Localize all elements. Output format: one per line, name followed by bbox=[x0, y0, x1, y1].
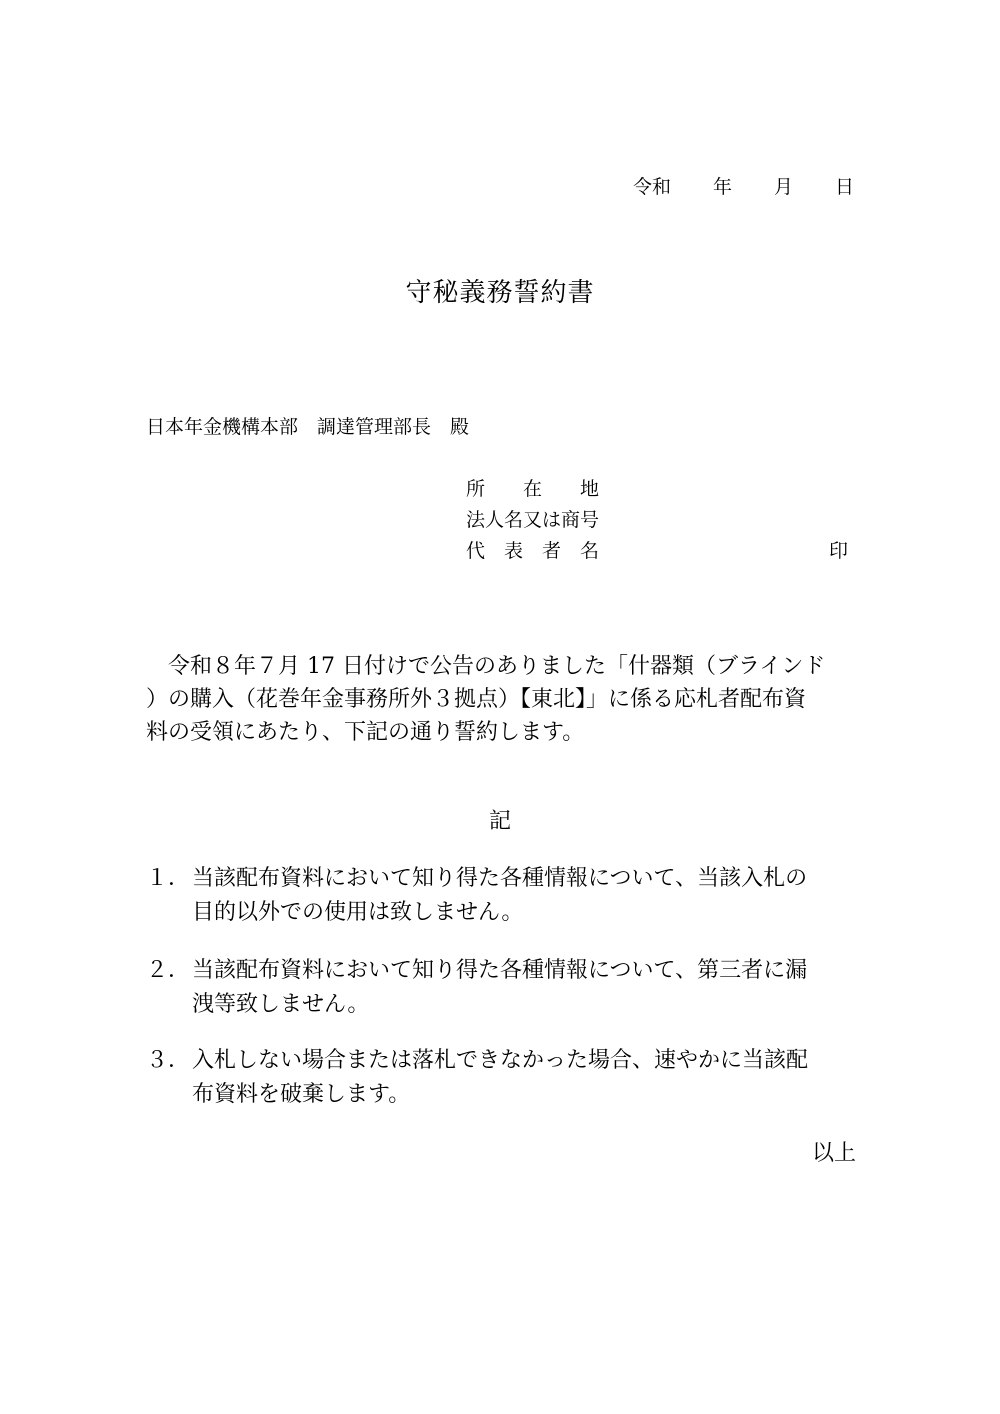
date-era: 令和 bbox=[632, 176, 671, 198]
sender-company-label: 法人名又は商号 bbox=[466, 509, 600, 531]
item-line-1: 入札しない場合または落札できなかった場合、速やかに当該配 bbox=[192, 1048, 809, 1073]
date-month: 月 bbox=[773, 176, 793, 198]
list-item bbox=[146, 862, 807, 930]
list-item bbox=[146, 954, 807, 1022]
seal-mark: 印 bbox=[829, 540, 849, 562]
closing-text: 以上 bbox=[811, 1141, 856, 1166]
item-number: １． bbox=[146, 866, 191, 891]
date-line bbox=[633, 172, 854, 199]
item-line-2: 布資料を破棄します。 bbox=[192, 1082, 411, 1107]
document-title: 守秘義務誓約書 bbox=[405, 278, 595, 308]
item-line-2: 目的以外での使用は致しません。 bbox=[192, 900, 524, 925]
date-day: 日 bbox=[834, 176, 854, 198]
body-paragraph bbox=[146, 650, 858, 749]
body-line-1: 令和８年７月 17 日付けで公告のありました「什器類（ブラインド bbox=[146, 654, 826, 679]
body-line-2: ）の購入（花巻年金事務所外３拠点）【東北】」に係る応札者配布資 bbox=[146, 687, 807, 712]
item-line-1: 当該配布資料において知り得た各種情報について、第三者に漏 bbox=[192, 958, 808, 983]
sender-location-label: 所 在 地 bbox=[466, 478, 600, 500]
body-line-3: 料の受領にあたり、下記の通り誓約します。 bbox=[146, 720, 585, 745]
date-year: 年 bbox=[712, 176, 732, 198]
item-number: ２． bbox=[146, 958, 191, 983]
sender-representative-label: 代 表 者 名 bbox=[466, 540, 600, 562]
item-line-2: 洩等致しません。 bbox=[192, 992, 370, 1017]
list-item bbox=[146, 1044, 808, 1112]
item-line-1: 当該配布資料において知り得た各種情報について、当該入札の bbox=[192, 866, 808, 891]
ki-heading: 記 bbox=[488, 809, 511, 834]
item-number: ３． bbox=[146, 1048, 191, 1073]
addressee: 日本年金機構本部 調達管理部長 殿 bbox=[146, 416, 470, 438]
